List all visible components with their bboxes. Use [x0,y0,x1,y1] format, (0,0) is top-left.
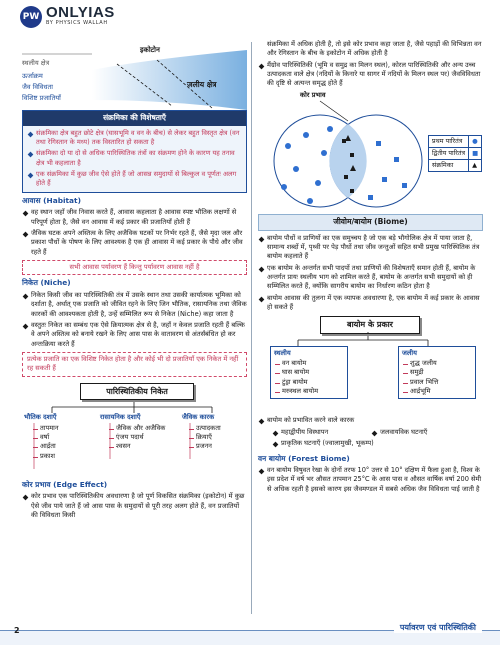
right-column [258,40,483,496]
biome-banner: जीवोम/बायोम (Biome) [258,214,483,231]
niche-group-title: रासायनिक दशाएँ [100,412,141,421]
legend-second: द्वितीय पारितंत्र [429,147,469,159]
biome-item: बायोम पौधों व प्राणियों का एक समुच्चय है जो एक बड़े भौगोलिक क्षेत्र में पाया जाता है, सामान्य शब्दों में, पृथ्वी पर पेड़ पौधों तथा जीव जन्तुओं सहित सभी प्रमुख पारिस्थितिक तंत्र बायोम कहलाते हैं [258,234,483,262]
edge-effect-item: कोर प्रभाव एक पारिस्थितिकीय अवधारणा है जो पूर्ण विकसित संक्रमिका (इकोटोन) में कुछ ऐसे जीव पाये जाते हैं जो आस पास के समुदायों से पूरी तरह अलग होते हैं, वन प्रजातियों की विविधता किसी [22,492,247,520]
biome-item: एक बायोम के अन्तर्गत सभी पादपों तथा प्राणियों की विशेषताएँ समान होती हैं, बायोम के अन्तर्गत प्रायः स्थलीय भाग को शामिल करते हैं, बायोम के अन्तर्गत सभी समुदायों को ही सम्मिलित करते हैं, क्योंकि सागरीय बायोम का निर्धारण कठिन होता है [258,264,483,292]
niche-item: प्रकाश [32,452,59,461]
ecotone-point-2: जैव विविधता [22,83,53,91]
niche-item: एंजय पदार्थ [108,433,165,442]
terrestrial-box [270,346,348,399]
logo-subtitle: BY PHYSICS WALLAH [46,20,108,27]
niche-item: निकेत किसी जीव का पारिस्थितिकी तंत्र में उसके स्थान तथा उसकी कार्यात्मक भूमिका को दर्शाता है, अर्थात् एक प्रजाति को जीवित रहने के लिए जिन भौतिक, रासायनिक तथा जैविक कारकों की आवश्यकता होती है, उन्हें सम्मिलित रूप से निकेत (Niche) कहा जाता है [22,291,247,319]
niche-heading: निकेत (Niche) [22,278,71,288]
aquatic-box [398,346,476,399]
logo-name: ONLYIAS [46,4,115,22]
circle-marker-icon: ● [469,135,482,147]
niche-group-title: भौतिक दशाएँ [24,412,57,421]
factor-item: प्राकृतिक घटनाएँ (ज्वालामुखी, भूकम्प) [272,439,471,448]
biome-type-item: आर्द्रभूमि [402,387,472,396]
edge-effect-venn [258,91,483,211]
factor-item: महाद्वीपीय विस्थापन [272,428,371,437]
triangle-marker-icon: ▲ [469,159,482,171]
biome-item: बायोम आवास की तुलना में एक व्यापक अवधारणा है, एक बायोम में कई प्रकार के आवास हो सकते हैं [258,294,483,313]
niche-chart [22,381,247,477]
niche-item: तापमान [32,424,59,433]
page-number: 2 [14,626,20,635]
niche-item: उत्पादकता [188,424,221,433]
niche-item: वर्षा [32,433,59,442]
ecotone-label: इकोटोन [140,46,160,54]
habitat-note: सभी आवास पर्यावरण हैं किन्तु पर्यावरण आवास नहीं है [22,260,247,275]
niche-item: क्रियाएँ [188,433,221,442]
aquatic-label: जलीय क्षेत्र [187,80,217,89]
factors-list [258,428,483,451]
transition-item: एक संक्रमिका में कुछ जीव ऐसे होते हैं जो आसन्न समुदायों से बिल्कुल व पूर्णतः अलग होते हैं [27,170,242,189]
habitat-item: जैविक घटक अपने अस्तित्व के लिए अजैविक घटकों पर निर्भर रहते हैं, जैसे मृदा जल और प्रकाश पौधों के पोषण के लिए आवश्यक है एक ही आवास में कई प्रकार के पौधे और जीव रहते हैं [22,229,247,257]
biome-type-item: प्रवाल भित्ति [402,378,472,387]
factor-item: जलवायविक घटनाएँ [371,428,480,437]
transition-features-title: संक्रमिका की विशेषताएँ [23,111,246,126]
niche-chart-title: पारिस्थितिकीय निकेत [80,383,194,400]
biome-type-item: मरुस्थल बायोम [274,387,344,396]
logo [20,6,115,28]
legend-transition: संक्रमिका [429,159,469,171]
niche-item: वस्तुतः निकेत का सम्बंध एक ऐसे क्रियात्मक क्षेत्र से है, जहाँ न केवल प्रजाति रहती हैं बल्कि वे अपने अस्तित्व को बनाये रखने के लिए आस पास के वातावरण से अंतर्संबंधित हो कर अन्तःक्रिया करते हैं [22,321,247,349]
transition-item: संक्रमिका दो या दो से अधिक पारिस्थितिक तंत्रों का संक्रमण होने के कारण यह तनाव क्षेत्र भी कहलाता है [27,149,242,168]
footer-title: पर्यावरण एवं पारिस्थितिकी [394,622,482,633]
venn-title: कोर प्रभाव [300,90,326,99]
column-divider [251,42,252,614]
venn-legend [428,135,482,172]
forest-biome-item: वन बायोम विषुवत रेखा के दोनों तरफ 10° उत्तर से 10° दक्षिण में फैला हुआ है, विश्व के इस प्रदेश में वर्ष भर औसत तापमान 25°C के आस पास व औसत वार्षिक वर्षा 200 सेमी से अधिक रहती है इसको कारण इस जैवमण्डल में सबसे अधिक जैव विविधता पाई जाती है [258,466,483,494]
niche-item: जैविक और अजैविक [108,424,165,433]
niche-group-chemical [108,424,165,452]
factors-intro: बायोम को प्रभावित करने वाले कारक [258,416,483,425]
square-marker-icon: ■ [469,147,482,159]
biome-type-item: टुंड्रा बायोम [274,378,344,387]
ecotone-point-1: ऊर्जाक्रम [22,72,43,80]
transition-features-box [22,110,247,193]
edge-effect-heading: कोर प्रभाव (Edge Effect) [22,479,108,489]
niche-group-biological [188,424,221,452]
niche-group-physical [32,424,59,461]
niche-item: आर्द्रता [32,442,59,451]
niche-group-title: जैविक कारक [182,412,215,421]
biome-type-item: घास बायोम [274,368,344,377]
mangrove-item: मैंग्रोव पारिस्थितिकी (भूमि व समुद्र का मिलन स्थल), कोरल पारिस्थितिकी और अन्य उच्च उत्पादकता वाले क्षेत्र (नदियों के किनारे या सागर में नदियों के मिलन स्थल पर) जैवविविधता की दृष्टि से अत्यन्त समृद्ध होते हैं [258,61,483,89]
transition-item: संक्रमिका क्षेत्र बहुत छोटे क्षेत्र (घासभूमि व वन के बीच) से लेकर बहुत विस्तृत क्षेत्र (वन तथा रेगिस्तान के मध्य) तक विस्तारित हो सकता है [27,129,242,148]
terrestrial-label: स्थलीय क्षेत्र [22,59,50,67]
legend-first: प्रथम पारितंत्र [429,135,469,147]
logo-icon: PW [20,6,42,28]
aquatic-title: जलीय [402,349,417,358]
habitat-heading: आवास (Habitat) [22,195,81,205]
biome-type-item: वन बायोम [274,359,344,368]
niche-note: प्रत्येक प्रजाति का एक विशिष्ट निकेत होता है और कोई भी दो प्रजातियाँ एक निकेत में नहीं रह सकती हैं [22,352,247,377]
biome-type-item: समुद्री [402,368,472,377]
left-column [22,40,247,522]
biome-type-item: शुद्ध जलीय [402,359,472,368]
terrestrial-title: स्थलीय [274,349,291,358]
ecotone-diagram [22,40,247,122]
habitat-item: वह स्थान जहाँ जीव निवास करते हैं, आवास कहलाता है आवास स्पष्ट भौतिक लक्षणों से परिपूर्ण होता है, जैसे वन आवास में कई प्रकार की प्रजातियाँ होती हैं [22,208,247,227]
forest-biome-heading: वन बायोम (Forest Biome) [258,453,350,463]
ecotone-point-3: विशिष्ट प्रजातियाँ [22,94,61,102]
biome-types-title: बायोम के प्रकार [320,316,420,333]
continuation-text: संक्रमिका में अधिक होती है, तो इसे कोर प्रभाव कहा जाता है, जैसे पहाड़ों की विभिन्नता वन और रेगिस्तान के बीच के इकोटोन में अधिक होती है [267,40,482,58]
niche-item: प्रजनन [188,442,221,451]
niche-item: श्वसन [108,442,165,451]
biome-types-chart [258,316,483,416]
